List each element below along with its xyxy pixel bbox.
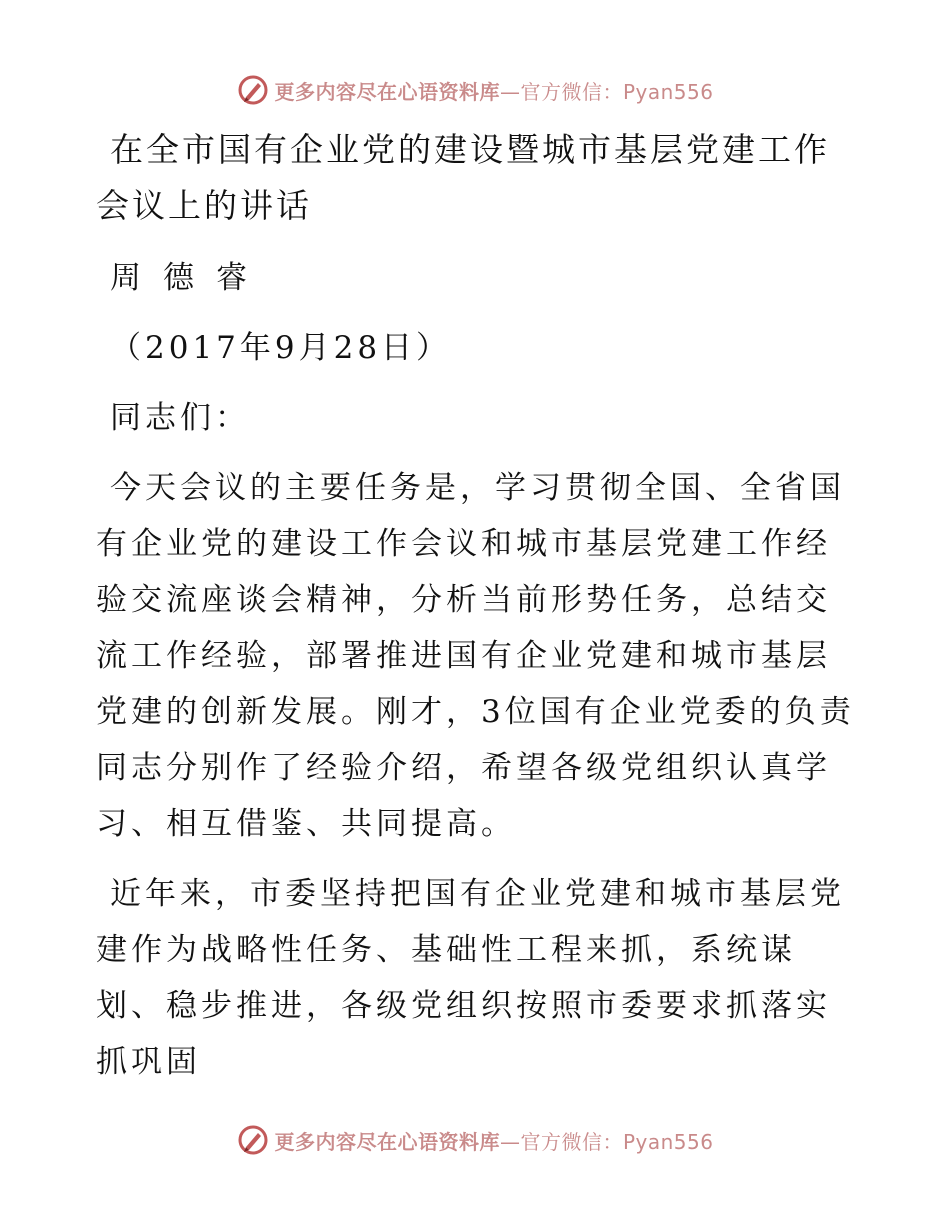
pen-circle-logo-icon (236, 1123, 270, 1157)
speech-date: （2017年9月28日） (110, 330, 452, 366)
salutation: 同志们： (110, 400, 250, 436)
banner-contact-text: —官方微信：Pyan556 (499, 79, 714, 104)
banner-text (274, 76, 713, 105)
document-body (96, 122, 856, 1104)
paragraph: 今天会议的主要任务是，学习贯彻全国、全省国有企业党的建设工作会议和城市基层党建工作经验交流座谈会精神，分析当前形势任务，总结交流工作经验，部署推进国有企业党建和城市基层党建的创新发展。刚才，3位国有企业党委的负责同志分别作了经验介绍，希望各级党组织认真学习、相互借鉴、共同提高。 (96, 470, 855, 842)
paragraph: 近年来，市委坚持把国有企业党建和城市基层党建作为战略性任务、基础性工程来抓，系统谋划、稳步推进，各级党组织按照市委要求抓落实抓巩固 (96, 876, 845, 1080)
header-banner (0, 70, 950, 110)
banner-site-text: 更多内容尽在心语资料库 (274, 1129, 500, 1154)
banner-site-text: 更多内容尽在心语资料库 (274, 79, 500, 104)
banner-text (274, 1126, 713, 1155)
banner-contact-text: —官方微信：Pyan556 (499, 1129, 714, 1154)
footer-banner (0, 1120, 950, 1160)
author-name: 周德睿 (110, 260, 269, 296)
pen-circle-logo-icon (236, 73, 270, 107)
document-title: 在全市国有企业党的建设暨城市基层党建工作会议上的讲话 (96, 130, 830, 225)
